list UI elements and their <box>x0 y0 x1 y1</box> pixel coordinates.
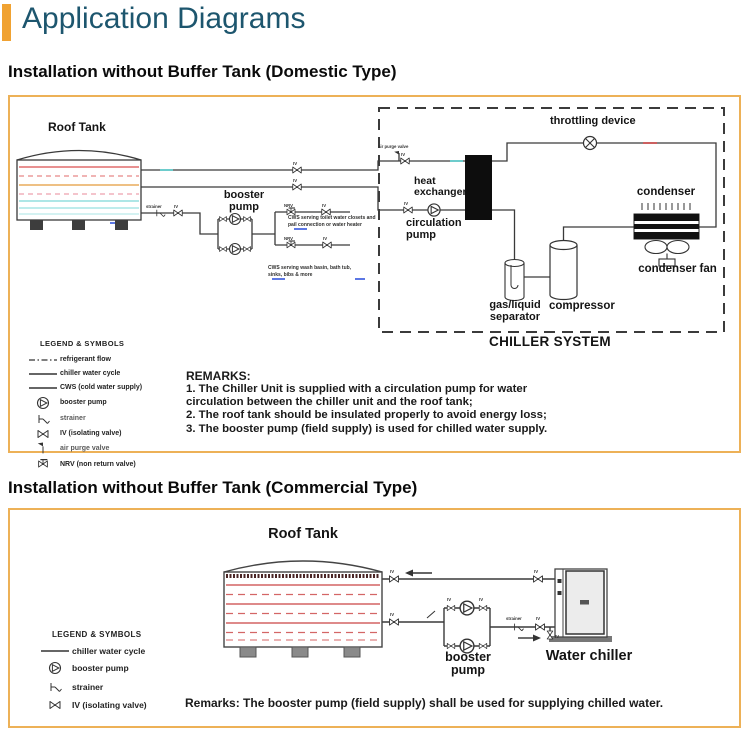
booster-pump-label: booster pump <box>223 189 265 213</box>
isolating-valve-icon <box>447 643 455 648</box>
svg-text:IV: IV <box>447 597 452 602</box>
svg-text:IV: IV <box>555 634 560 639</box>
domestic-diagram-box <box>8 95 741 468</box>
roof-tank-figure <box>17 151 141 231</box>
isolating-valve-icon <box>220 247 227 252</box>
remarks-title: REMARKS: <box>186 369 251 383</box>
legend-item: chiller water cycle <box>38 645 198 656</box>
isolating-valve-icon <box>534 576 543 582</box>
isolating-valve-icon <box>323 242 332 248</box>
condenser-figure <box>634 203 699 239</box>
tank-foot <box>240 647 256 657</box>
non-return-valve-icon <box>287 241 295 248</box>
svg-text:strainer: strainer <box>506 616 522 621</box>
compressor-figure <box>550 241 577 300</box>
svg-text:IV: IV <box>536 616 541 621</box>
isolating-valve-icon <box>401 158 410 164</box>
isolating-valve-icon <box>38 698 72 712</box>
isolating-valve-icon <box>244 247 251 252</box>
svg-text:air purge valve: air purge valve <box>378 144 409 149</box>
pump-icon <box>26 396 60 410</box>
booster-pump-icon <box>230 244 241 255</box>
accent-bar <box>2 4 11 41</box>
water-chiller-label: Water chiller <box>545 648 633 664</box>
water-chiller-figure <box>551 569 612 642</box>
page-header <box>0 0 750 52</box>
isolating-valve-icon <box>244 217 251 222</box>
condenser-fan-label: condenser fan <box>638 263 717 275</box>
booster-pump-label: booster pump <box>445 650 491 678</box>
isolating-valve-icon <box>293 184 302 190</box>
tank-foot <box>344 647 360 657</box>
legend-title: LEGEND & SYMBOLS <box>40 339 125 348</box>
isolating-valve-icon <box>26 427 60 441</box>
throttling-device-icon <box>584 137 597 150</box>
cws-branch-top-note: CWS serving toilet water closets and pail connection or water heater <box>288 215 376 228</box>
remarks-line: 2. The roof tank should be insulated properly to avoid energy loss; <box>186 409 547 422</box>
isolating-valve-icon <box>479 643 487 648</box>
legend-item: IV (isolating valve) <box>38 699 198 710</box>
legend-item: strainer <box>38 680 198 694</box>
svg-text:IV: IV <box>390 569 395 574</box>
tank-foot <box>30 220 43 230</box>
chiller-water-cycle-symbol <box>38 644 72 658</box>
condenser-label: condenser <box>636 186 696 198</box>
refrigerant-flow-symbol <box>26 353 60 367</box>
svg-text:IV: IV <box>293 161 298 166</box>
legend-domestic <box>26 339 194 473</box>
strainer-icon <box>38 680 72 694</box>
svg-text:IV: IV <box>390 612 395 617</box>
legend-item: booster pump <box>26 396 194 409</box>
isolating-valve-icon <box>479 605 487 610</box>
circulation-pump-label: circulation pump <box>406 217 462 241</box>
non-return-valve-icon <box>287 208 295 215</box>
svg-text:strainer: strainer <box>146 204 162 209</box>
commercial-diagram-box <box>8 508 741 728</box>
gas-liquid-separator-label: gas/liquid separator <box>489 299 541 323</box>
remarks-line: 1. The Chiller Unit is supplied with a circulation pump for water <box>186 383 528 395</box>
pump-icon <box>38 661 72 675</box>
gas-liquid-separator-figure <box>505 260 524 301</box>
air-purge-valve-icon <box>26 442 60 456</box>
isolating-valve-icon <box>293 167 302 173</box>
chiller-system-label: CHILLER SYSTEM <box>489 334 611 349</box>
cws-branch-bottom-note: CWS serving wash basin, bath tub, sinks, bibs & more <box>268 265 352 278</box>
remarks-commercial: Remarks: The booster pump (field supply) shall be used for supplying chilled water. <box>185 696 664 710</box>
remarks-line: circulation between the chiller unit and the roof tank; <box>186 396 473 409</box>
heat-exchanger-label: heat exchanger <box>414 175 467 199</box>
tank-foot <box>115 220 128 230</box>
svg-text:IV: IV <box>401 152 406 157</box>
legend-commercial <box>38 630 198 715</box>
legend-item: chiller water cycle <box>26 368 194 379</box>
isolating-valve-icon <box>547 631 553 639</box>
right-arrow-icon <box>533 635 541 642</box>
legend-item: strainer <box>26 412 194 425</box>
section-title-commercial: Installation without Buffer Tank (Commercial Type) <box>8 478 418 497</box>
non-return-valve-icon <box>26 457 60 471</box>
svg-text:NRV: NRV <box>284 236 293 241</box>
legend-item: IV (isolating valve) <box>26 428 194 439</box>
air-purge-valve-icon <box>394 151 399 161</box>
svg-text:IV: IV <box>322 203 327 208</box>
chiller-water-cycle-symbol <box>26 367 60 381</box>
legend-item: air purge valve <box>26 442 194 455</box>
roof-tank-label: Roof Tank <box>48 120 106 134</box>
legend-title: LEGEND & SYMBOLS <box>52 630 142 639</box>
legend-item: CWS (cold water supply) <box>26 382 194 393</box>
remarks-line: 3. The booster pump (field supply) is used for chilled water supply. <box>186 422 548 435</box>
svg-text:IV: IV <box>404 201 409 206</box>
throttling-device-label: throttling device <box>550 115 636 127</box>
cws-symbol <box>26 381 60 395</box>
booster-pump-icon <box>460 601 474 615</box>
svg-text:IV: IV <box>174 204 179 209</box>
page-title: Application Diagrams <box>22 2 306 35</box>
remarks-domestic <box>186 369 606 436</box>
isolating-valve-icon <box>390 576 399 582</box>
svg-text:NRV: NRV <box>284 203 293 208</box>
isolating-valve-icon <box>536 624 545 630</box>
svg-text:IV: IV <box>479 597 484 602</box>
section-title-domestic: Installation without Buffer Tank (Domestic Type) <box>8 62 397 81</box>
legend-item: booster pump <box>38 661 198 675</box>
svg-text:IV: IV <box>323 236 328 241</box>
isolating-valve-icon <box>220 217 227 222</box>
svg-text:IV: IV <box>534 569 539 574</box>
isolating-valve-icon <box>390 619 399 625</box>
legend-item: NRV (non return valve) <box>26 458 194 470</box>
circulation-pump-icon <box>428 204 440 216</box>
isolating-valve-icon <box>404 207 413 213</box>
tank-foot <box>292 647 308 657</box>
strainer-icon <box>26 412 60 426</box>
isolating-valve-icon <box>174 210 183 216</box>
svg-text:IV: IV <box>293 178 298 183</box>
tank-foot <box>72 220 85 230</box>
booster-pump-icon <box>230 214 241 225</box>
legend-item: refrigerant flow <box>26 354 194 365</box>
compressor-label: compressor <box>549 300 615 312</box>
isolating-valve-icon <box>447 605 455 610</box>
roof-tank-figure <box>224 561 382 657</box>
left-arrow-icon <box>405 570 413 577</box>
roof-tank-label: Roof Tank <box>268 526 338 542</box>
